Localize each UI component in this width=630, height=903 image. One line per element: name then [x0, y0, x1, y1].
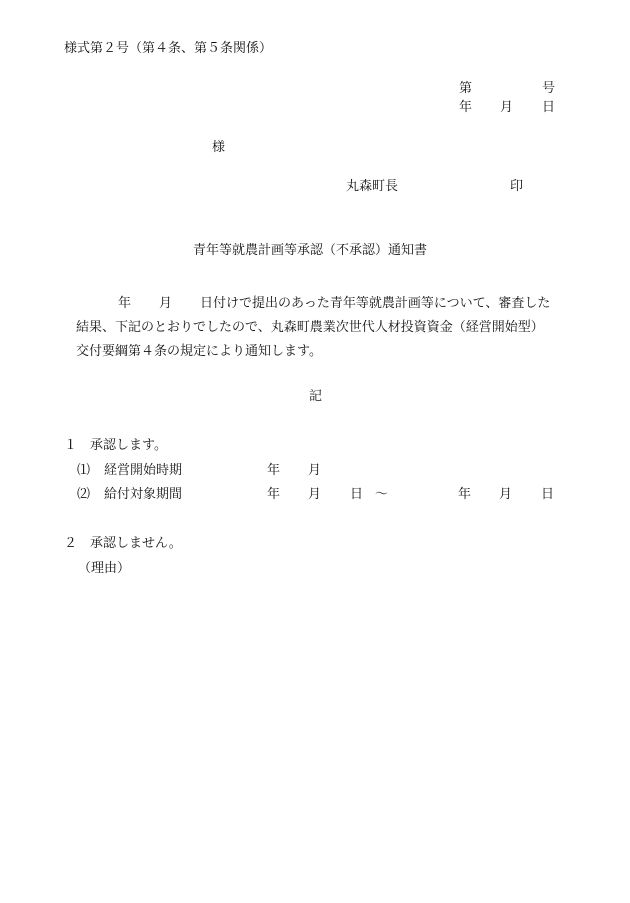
body-line-1-rest: 日付けで提出のあった青年等就農計画等について、審査した	[200, 296, 551, 311]
addressee-suffix: 様	[212, 140, 226, 155]
item1-label: 経営開始時期	[104, 463, 183, 478]
date-day: 日	[542, 100, 556, 115]
date-year: 年	[459, 100, 473, 115]
body-date-year: 年	[118, 296, 132, 311]
body-line-2: 結果、下記のとおりでしたので、丸森町農業次世代人材投資資金（経営開始型）	[76, 320, 544, 335]
section2-heading: ２ 承認しません。	[64, 536, 182, 551]
item2-to-day: 日	[541, 487, 555, 502]
item2-from-year: 年	[267, 487, 281, 502]
item1-month: 月	[308, 463, 322, 478]
item2-to-year: 年	[458, 487, 472, 502]
issuer-title: 丸森町長	[346, 179, 399, 194]
item2-from-day: 日	[350, 487, 364, 502]
form-number: 様式第２号（第４条、第５条関係）	[64, 41, 273, 56]
doc-number-prefix: 第	[459, 81, 473, 96]
reason-label: （理由）	[78, 561, 131, 576]
body-date-month: 月	[159, 296, 173, 311]
item2-to-month: 月	[499, 487, 513, 502]
item1-year: 年	[267, 463, 281, 478]
date-month: 月	[500, 100, 514, 115]
item2-label: 給付対象期間	[104, 487, 183, 502]
ki-heading: 記	[309, 389, 323, 404]
seal-mark: 印	[510, 179, 524, 194]
body-line-3: 交付要綱第４条の規定により通知します。	[76, 344, 322, 359]
item1-number: ⑴	[77, 463, 91, 478]
body-line-1	[76, 292, 576, 316]
body-paragraph	[76, 292, 576, 364]
section1-heading: １ 承認します。	[64, 438, 167, 453]
item2-from-month: 月	[308, 487, 322, 502]
document-title: 青年等就農計画等承認（不承認）通知書	[193, 243, 428, 258]
item2-number: ⑵	[77, 487, 91, 502]
item2-tilde: ～	[375, 487, 389, 502]
doc-number-suffix: 号	[542, 81, 556, 96]
